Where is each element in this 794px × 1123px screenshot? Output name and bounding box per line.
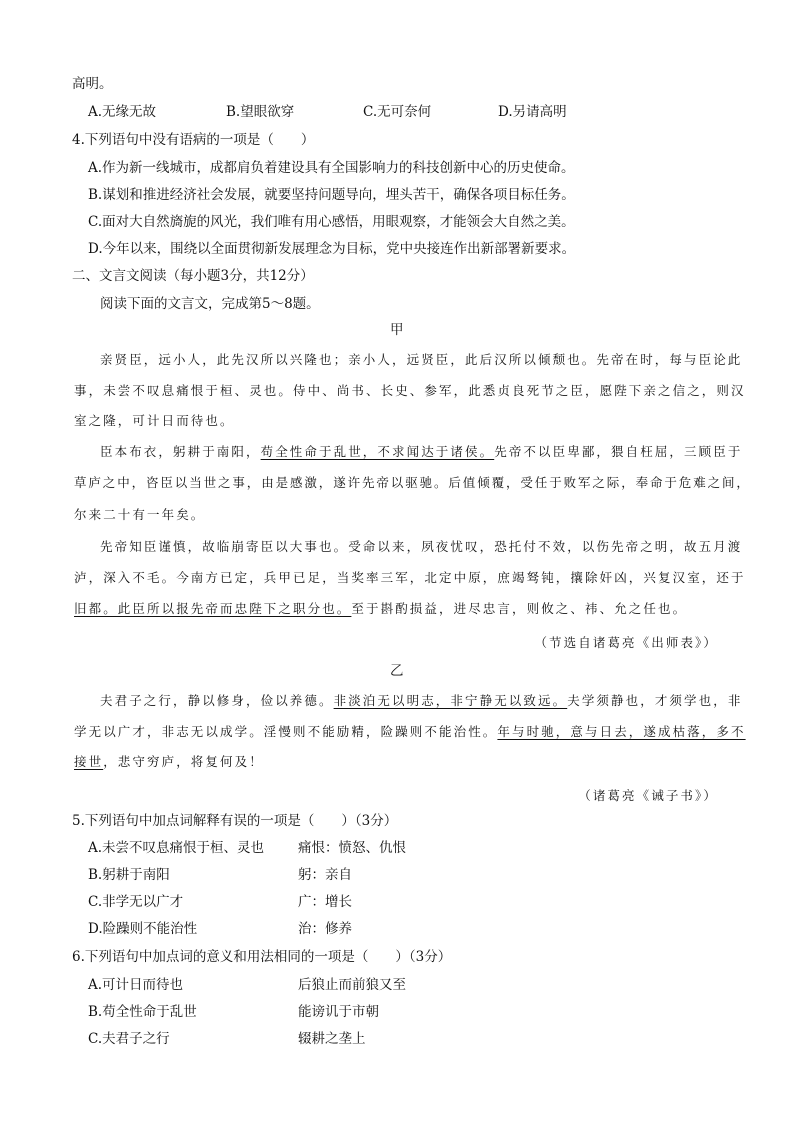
- q5-option-d-sentence: D.险躁则不能治性: [88, 921, 198, 937]
- q3-option-a: A.无缘无故: [88, 104, 157, 120]
- q4-stem: 4.下列语句中没有语病的一项是（ ）: [72, 132, 315, 148]
- passage-jia-source: （节选自诸葛亮《出师表》）: [534, 635, 718, 650]
- q6-option-b-compare: 能谤讥于市朝: [298, 1004, 379, 1020]
- q5-option-d-meaning: 治：修养: [298, 921, 352, 937]
- q3-option-b: B.望眼欲穿: [226, 104, 295, 120]
- passage-yi-source: （诸葛亮《诫子书》）: [578, 788, 718, 803]
- underlined-sentence: 非淡泊无以明志，非宁静无以致远。: [333, 693, 568, 708]
- passage-jia-p2-line3: 尔来二十有一年矣。: [74, 507, 206, 522]
- q6-option-a-compare: 后狼止而前狼又至: [298, 977, 406, 993]
- passage-jia-p3-line1: 先帝知臣谨慎，故临崩寄臣以大事也。受命以来，夙夜忧叹，恐托付不效，以伤先帝之明，故五月渡: [100, 539, 743, 554]
- text-run: 夫君子之行，静以修身，俭以养德。: [100, 693, 334, 708]
- text-run: 臣本布衣，躬耕于南阳，: [100, 444, 261, 459]
- q6-option-c-compare: 辍耕之垄上: [298, 1031, 366, 1047]
- q4-option-b: B.谋划和推进经济社会发展，就要坚持问题导向，埋头苦干，确保各项目标任务。: [88, 187, 575, 203]
- passage-yi-line3: [74, 753, 264, 771]
- text-run: 至于斟酌损益，进尽忠言，则攸之、祎、允之任也。: [351, 601, 688, 616]
- q3-option-c: C.无可奈何: [363, 104, 432, 120]
- q5-option-b-meaning: 躬：亲自: [298, 867, 352, 883]
- q3-stem-tail: 高明。: [72, 76, 113, 92]
- q5-stem: 5.下列语句中加点词解释有误的一项是（ ）（3分）: [72, 813, 398, 829]
- q5-option-a-meaning: 痛恨：愤怒、仇恨: [298, 840, 406, 856]
- underlined-sentence: 旧都。此臣所以报先帝而忠陛下之职分也。: [74, 601, 352, 616]
- text-run: 学无以广才，非志无以成学。淫慢则不能励精，险躁则不能治性。: [74, 724, 498, 739]
- text-run: 先帝不以臣卑鄙，猥自枉屈，三顾臣于: [494, 444, 743, 459]
- underlined-sentence: 接世: [74, 754, 104, 769]
- passage-yi-line2: [74, 723, 746, 741]
- q6-option-a-sentence: A.可计日而待也: [88, 977, 184, 993]
- q5-option-a-sentence: A.未尝不叹息痛恨于桓、灵也: [88, 840, 265, 856]
- q4-option-a: A.作为新一线城市，成都肩负着建设具有全国影响力的科技创新中心的历史使命。: [88, 160, 575, 176]
- q6-stem: 6.下列语句中加点词的意义和用法相同的一项是（ ）（3分）: [72, 949, 452, 965]
- passage-jia-p1-line2: 事，未尝不叹息痛恨于桓、灵也。侍中、尚书、长史、参军，此悉贞良死节之臣，愿陛下亲之信之，则汉: [74, 383, 746, 398]
- underlined-sentence: 苟全性命于乱世，不求闻达于诸侯。: [260, 444, 495, 459]
- passage-jia-p2-line2: 草庐之中，咨臣以当世之事，由是感激，遂许先帝以驱驰。后值倾覆，受任于败军之际，奉命于危难之间，: [74, 475, 751, 490]
- q5-option-c-meaning: 广：增长: [298, 894, 352, 910]
- passage-jia-p3-line3: [74, 600, 687, 618]
- q4-option-c: C.面对大自然旖旎的风光，我们唯有用心感悟，用眼观察，才能领会大自然之美。: [88, 214, 575, 230]
- q6-option-b-sentence: B.苟全性命于乱世: [88, 1004, 197, 1020]
- text-run: ，悲守穷庐，将复何及！: [103, 754, 264, 769]
- text-run: 夫学须静也，才须学也，非: [567, 693, 743, 708]
- section-heading: 二、文言文阅读（每小题3分，共12分）: [72, 268, 314, 284]
- passage-jia-p2-line1: [100, 443, 742, 461]
- passage-yi-line1: [100, 692, 742, 710]
- q3-option-d: D.另请高明: [498, 104, 567, 120]
- q4-option-d: D.今年以来，围绕以全面贯彻新发展理念为目标，党中央接连作出新部署新要求。: [88, 241, 576, 257]
- passage-jia-p1-line3: 室之隆，可计日而待也。: [74, 413, 235, 428]
- passage-jia-p3-line2: 泸，深入不毛。今南方已定，兵甲已足，当奖率三军，北定中原，庶竭驽钝，攘除奸凶，兴复汉室，还于: [74, 570, 746, 585]
- passage-jia-p1-line1: 亲贤臣，远小人，此先汉所以兴隆也；亲小人，远贤臣，此后汉所以倾颓也。先帝在时，每与臣论此: [100, 352, 743, 367]
- underlined-sentence: 年与时驰，意与日去，遂成枯落，多不: [497, 724, 746, 739]
- passage-yi-title: 乙: [390, 663, 404, 679]
- section-instruction: 阅读下面的文言文，完成第5～8题。: [100, 296, 320, 312]
- q5-option-b-sentence: B.躬耕于南阳: [88, 867, 170, 883]
- passage-jia-title: 甲: [390, 322, 404, 338]
- q6-option-c-sentence: C.夫君子之行: [88, 1031, 170, 1047]
- q5-option-c-sentence: C.非学无以广才: [88, 894, 184, 910]
